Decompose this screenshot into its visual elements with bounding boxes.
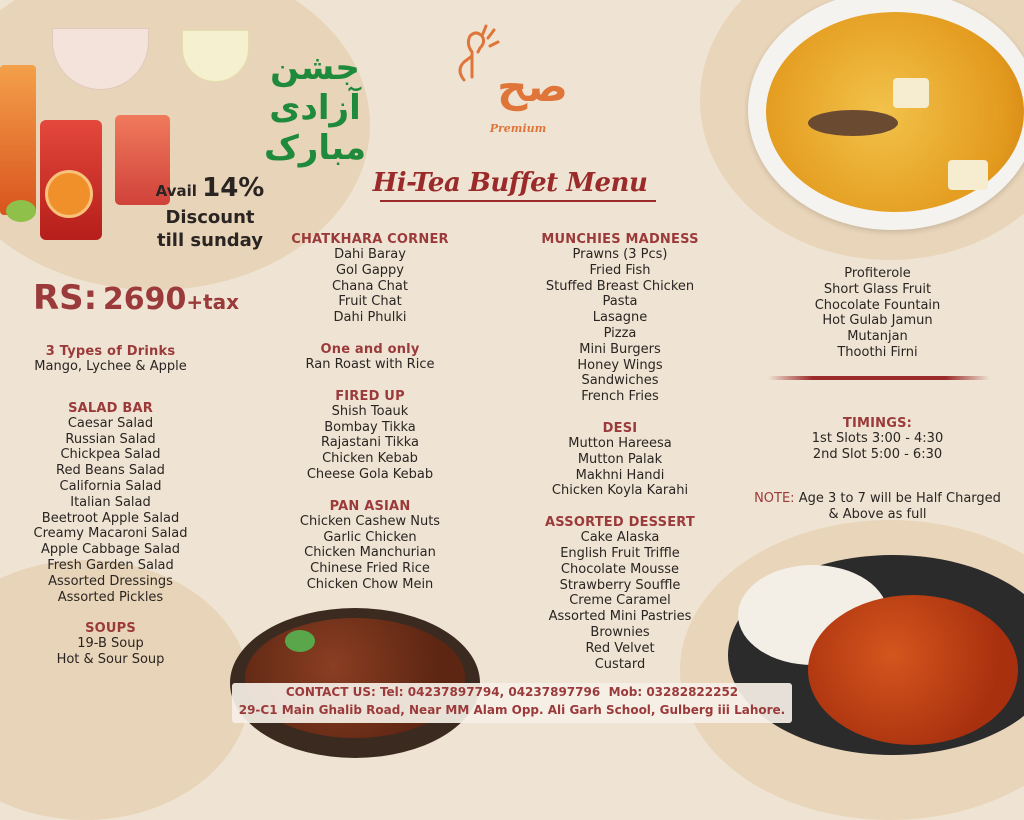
promo-line2: Discount — [165, 207, 255, 228]
menu-item: Mini Burgers — [579, 341, 661, 357]
menu-item: Creme Caramel — [569, 593, 671, 609]
section-divider — [768, 376, 990, 380]
menu-item: English Fruit Triffle — [560, 545, 680, 561]
note-line1 — [745, 491, 1010, 507]
note-block — [745, 491, 1010, 523]
tofu-cube-1 — [893, 78, 929, 108]
menu-item: Chickpea Salad — [60, 447, 161, 463]
menu-item: Pizza — [603, 325, 637, 341]
logo-tier: Premium — [489, 122, 547, 135]
menu-item: Cheese Gola Kebab — [306, 466, 434, 482]
menu-item: Mutton Hareesa — [568, 435, 672, 451]
menu-item: Honey Wings — [577, 357, 663, 373]
menu-item: Strawberry Souffle — [559, 577, 681, 593]
menu-item: Caesar Salad — [67, 415, 154, 431]
menu-item: Assorted Dressings — [48, 573, 173, 589]
menu-item: Fried Fish — [589, 262, 651, 278]
menu-item: Creamy Macaroni Salad — [33, 526, 188, 542]
promo-avail: Avail — [155, 182, 197, 200]
menu-item: Thoothi Firni — [837, 344, 918, 360]
event-urdu-text: جشن آزادی مبارک — [263, 48, 367, 168]
dessert-heading: ASSORTED DESSERT — [545, 515, 695, 531]
menu-item: Gol Gappy — [335, 262, 404, 278]
lime-slice — [6, 200, 36, 222]
menu-column-4 — [760, 266, 995, 361]
chatkhara-list — [280, 247, 460, 326]
logo-urdu: صح — [497, 62, 568, 111]
menu-item: Mango, Lychee & Apple — [34, 359, 187, 374]
menu-item: 1st Slots 3:00 - 4:30 — [811, 431, 944, 446]
menu-item: Mutton Palak — [577, 451, 663, 467]
contact-bar — [232, 683, 792, 723]
menu-item: Rajastani Tikka — [320, 435, 420, 451]
note-label: NOTE: — [754, 491, 795, 506]
menu-item: Beetroot Apple Salad — [41, 510, 180, 526]
mushroom-slice — [808, 110, 898, 136]
mint-leaf — [285, 630, 315, 652]
menu-item: French Fries — [581, 389, 659, 405]
pan-asian-heading: PAN ASIAN — [329, 498, 411, 514]
menu-item: Prawns (3 Pcs) — [572, 247, 668, 262]
menu-item: Shish Toauk — [331, 403, 409, 419]
menu-item: Sandwiches — [581, 373, 659, 389]
fired-up-list — [280, 404, 460, 483]
menu-item: Pasta — [602, 294, 638, 310]
note-line2: & Above as full — [828, 506, 927, 522]
menu-item: Dahi Phulki — [333, 310, 407, 326]
menu-item: Hot Gulab Jamun — [822, 313, 933, 329]
menu-item: Red Beans Salad — [56, 463, 165, 479]
promo-block — [135, 172, 285, 253]
menu-column-2 — [280, 232, 460, 593]
dessert-list — [525, 530, 715, 672]
contact-tel: Tel: 04237897794, 04237897796 — [379, 685, 601, 699]
menu-item: Custard — [594, 656, 646, 672]
promo-line1 — [135, 172, 285, 207]
salad-list — [18, 416, 203, 606]
menu-item: 19-B Soup — [77, 636, 144, 652]
menu-item: Chicken Chow Mein — [306, 576, 434, 592]
timings-block — [760, 416, 995, 463]
price-suffix: +tax — [186, 290, 240, 314]
menu-item: Brownies — [590, 624, 650, 640]
menu-item: Chicken Kebab — [322, 451, 418, 467]
drinks-list — [18, 359, 203, 375]
menu-item: Ran Roast with Rice — [305, 356, 435, 372]
menu-item: Fresh Garden Salad — [47, 557, 174, 573]
menu-item: Makhni Handi — [575, 467, 665, 483]
promo-line3: till sunday — [157, 230, 263, 251]
menu-item: Chocolate Mousse — [560, 561, 680, 577]
fired-up-heading: FIRED UP — [335, 388, 405, 404]
soups-list — [18, 636, 203, 668]
tofu-cube-2 — [948, 160, 988, 190]
menu-item: Lasagne — [592, 310, 648, 326]
price — [33, 278, 239, 318]
price-amount: 2690 — [102, 282, 187, 317]
menu-item: Mutanjan — [847, 329, 908, 345]
note-text: Age 3 to 7 will be Half Charged — [798, 491, 1001, 506]
one-and-only-list — [280, 357, 460, 373]
contact-label: CONTACT US: — [285, 685, 376, 699]
menu-item: Apple Cabbage Salad — [40, 542, 181, 558]
chatkhara-heading: CHATKHARA CORNER — [291, 232, 449, 247]
menu-item: Assorted Pickles — [57, 589, 164, 605]
contact-address: 29-C1 Main Ghalib Road, Near MM Alam Opp. Ali Garh School, Gulberg iii Lahore. — [238, 703, 786, 717]
contact-line1 — [232, 683, 792, 701]
menu-item: Garlic Chicken — [323, 529, 417, 545]
orange-slice — [45, 170, 93, 218]
menu-item: Chicken Koyla Karahi — [551, 483, 689, 499]
menu-item: Cake Alaska — [580, 530, 660, 546]
brand-logo — [440, 22, 580, 142]
menu-item: Fruit Chat — [338, 294, 402, 310]
drink-glass-orange — [0, 65, 36, 215]
chicken-portion — [808, 595, 1018, 745]
desi-heading: DESI — [602, 420, 638, 436]
timings-heading: TIMINGS: — [842, 416, 913, 431]
menu-item: Profiterole — [844, 266, 911, 281]
soups-heading: SOUPS — [85, 621, 136, 637]
menu-item: Dahi Baray — [334, 247, 406, 262]
extra-dessert-list — [760, 266, 995, 361]
promo-percent: 14% — [202, 173, 265, 203]
timings-list — [760, 431, 995, 463]
contact-mob: Mob: 03282822252 — [608, 685, 739, 699]
desi-list — [525, 436, 715, 499]
salad-heading: SALAD BAR — [68, 400, 153, 416]
menu-item: Hot & Sour Soup — [56, 652, 165, 668]
menu-item: Chana Chat — [331, 278, 408, 294]
menu-item: Chicken Manchurian — [304, 545, 436, 561]
menu-item: Italian Salad — [70, 494, 151, 510]
page-title: Hi-Tea Buffet Menu — [372, 168, 648, 198]
price-label: RS: — [33, 278, 98, 318]
menu-item: 2nd Slot 5:00 - 6:30 — [812, 446, 943, 462]
menu-column-3 — [525, 232, 715, 672]
menu-item: California Salad — [59, 478, 162, 494]
menu-item: Russian Salad — [65, 431, 156, 447]
drink-glass-milkshake — [52, 28, 149, 90]
menu-item: Red Velvet — [585, 640, 655, 656]
munchies-list — [525, 247, 715, 405]
menu-item: Assorted Mini Pastries — [548, 609, 692, 625]
menu-item: Chocolate Fountain — [814, 297, 941, 313]
title-underline — [380, 200, 656, 202]
menu-item: Short Glass Fruit — [823, 281, 932, 297]
menu-item: Chicken Cashew Nuts — [299, 513, 441, 529]
pan-asian-list — [280, 514, 460, 593]
drinks-heading: 3 Types of Drinks — [45, 344, 176, 359]
munchies-heading: MUNCHIES MADNESS — [541, 232, 699, 247]
menu-column-1 — [18, 344, 203, 668]
menu-item: Stuffed Breast Chicken — [545, 278, 695, 294]
one-and-only-heading: One and only — [320, 341, 420, 357]
menu-item: Bombay Tikka — [324, 419, 416, 435]
menu-item: Chinese Fried Rice — [310, 561, 430, 577]
